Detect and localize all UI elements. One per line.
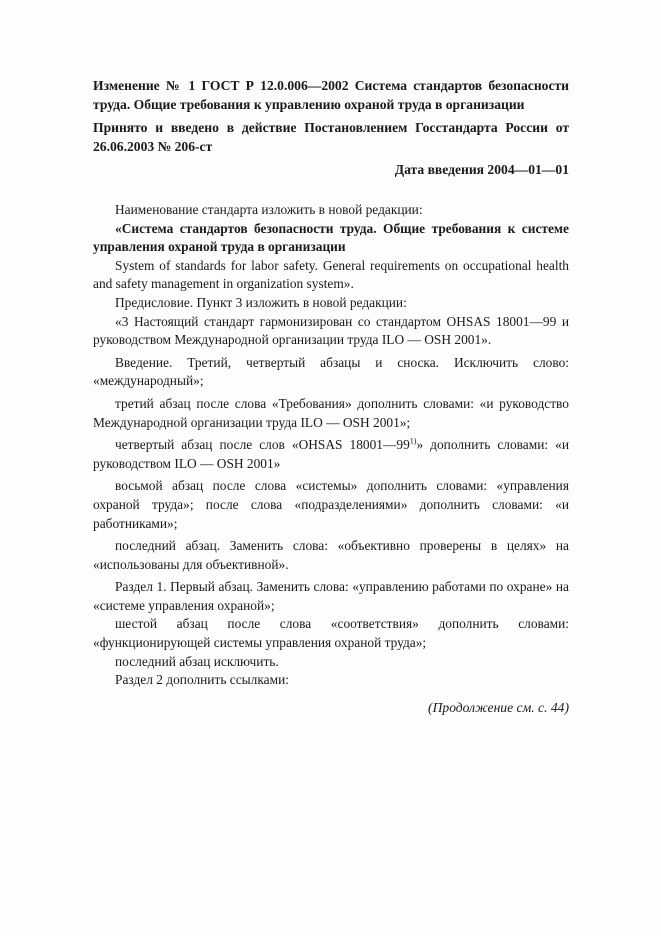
paragraph-fourth-abzac-part1: четвертый абзац после слов «OHSAS 18001—99 <box>115 437 410 453</box>
amendment-body <box>93 201 569 690</box>
paragraph-foreword: Предисловие. Пункт 3 изложить в новой редакции: <box>115 294 407 310</box>
paragraph-exclude-last: последний абзац исключить. <box>115 653 279 669</box>
paragraph-fourth-abzac <box>93 436 569 473</box>
paragraph-introduction: Введение. Третий, четвертый абзацы и сноска. Исключить слово: «международный»; <box>93 354 569 389</box>
paragraph-standard-name: Наименование стандарта изложить в новой редакции: <box>115 202 423 217</box>
paragraph-section-2: Раздел 2 дополнить ссылками: <box>115 672 289 688</box>
paragraph-fourth-abzac-part2: » дополнить словами: «и руководством ILO — OSH 2001» <box>93 437 569 471</box>
paragraph-section-1: Раздел 1. Первый абзац. Заменить слова: «управлению работами по охране» на «системе управления охраной»; <box>93 579 569 613</box>
footnote-marker: 1) <box>409 436 417 446</box>
paragraph-foreword-item3: «3 Настоящий стандарт гармонизирован со стандартом OHSAS 18001—99 и руководством Международной организации труда ILO — OSH 2001». <box>93 313 569 348</box>
adoption-statement: Принято и введено в действие Постановлением Госстандарта России от 26.06.2003 № 206-ст <box>93 120 569 154</box>
paragraph-sixth-abzac: шестой абзац после слова «соответствия» дополнить словами: «функционирующей системы управления охраной труда»; <box>93 616 569 651</box>
paragraph-last-abzac: последний абзац. Заменить слова: «объективно проверены в целях» на «использованы для объективной». <box>93 538 569 572</box>
continuation-note: (Продолжение см. с. 44) <box>428 699 569 715</box>
document-content <box>93 76 569 717</box>
introduction-date: Дата введения 2004—01—01 <box>394 162 569 177</box>
paragraph-eighth-abzac: восьмой абзац после слова «системы» дополнить словами: «управления охраной труда»; после слова «подразделениями» дополнить словами: «и работниками»; <box>93 478 569 531</box>
amendment-title: Изменение № 1 ГОСТ Р 12.0.006—2002 Система стандартов безопасности труда. Общие требования к управлению охраной труда в организации <box>93 78 569 112</box>
paragraph-third-abzac: третий абзац после слова «Требования» дополнить словами: «и руководство Международной организации труда ILO — OSH 2001»; <box>93 395 569 430</box>
paragraph-new-title-ru: «Система стандартов безопасности труда. Общие требования к системе управления охраной труда в организации <box>93 220 569 255</box>
paragraph-new-title-en: System of standards for labor safety. General requirements on occupational health and safety management in organization system». <box>93 257 569 292</box>
